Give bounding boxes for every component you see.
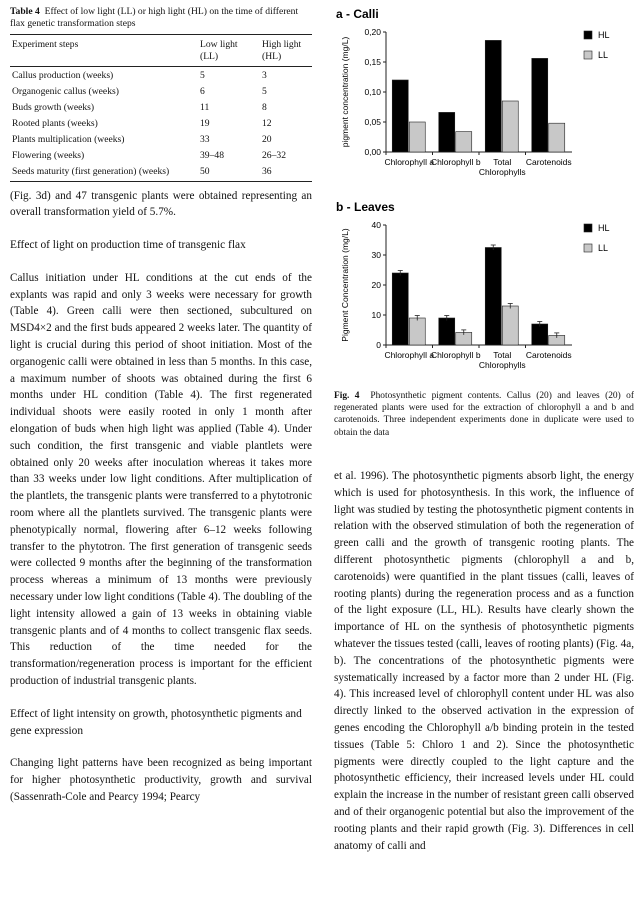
table-cell-step: Plants multiplication (weeks) [12,133,125,145]
bar-ll [409,122,425,152]
x-tick-label: Chlorophyll b [430,157,481,167]
bar-hl [439,112,455,152]
table-cell-ll: 19 [200,117,210,129]
bar-hl [392,273,408,345]
figure-caption-text: Photosynthetic pigment contents. Callus (20) and leaves (20) of regenerated plants were used for the extraction of chlorophyll a and b and carotenoids. Three independent experiments done in duplicate were used to obtain the data [334,391,634,438]
table-body [10,67,312,182]
table-4 [10,34,312,182]
y-tick-label: 20 [371,280,381,290]
table-cell-hl: 26–32 [262,149,286,161]
bar-hl [392,80,408,152]
section-heading: Effect of light on production time of transgenic flax [10,239,246,252]
table-cell-step: Rooted plants (weeks) [12,117,98,129]
paragraph: Callus initiation under HL conditions at the cut ends of the explants was rapid and only 3 weeks were necessary for growth (Table 4). Green calli were then sectioned, subcultured on MSD4×2 and the first buds appeared 2 weeks later. The quantity of light is crucial during this period of shoot initiation. Most of the organogenic calli were obtained in less than 5 months. In this case, a maximum number of shoots was obtained during the first 6 months under HL condition (Table 4). The first regenerated individual shoots were easily rooted in only 1 month after elongation of buds when high light was applied (Table 4). Under such condition, the first transgenic and viable plantlets were obtained only 20 weeks after inoculation whereas it takes more than 33 weeks under low light conditions. After multiplication of the plantlets, the transgenic plants were transferred to a phytotronic room where all the plantlets survived. The transgenic plants were phenotypically normal, flowering after 6–12 weeks following transfer to the phytotron. The first generation of transgenic seeds were collected 9 months after the beginning of the transformation process whereas a minimum of 13 months were previously necessary under low light conditions (Table 4). The doubling of the light intensity allowed a gain of 13 weeks in obtaining viable transgenic plants and of 4 months to collect transgenic flax seeds. This reduction of the time needed for the transformation/regeneration process is important for the efficient production of industrial transgenic plants. [10,271,312,688]
x-tick-label: Chlorophyll a [384,157,435,167]
table-caption-text: Effect of low light (LL) or high light (HL) on the time of different flax genetic transformation steps [10,6,299,29]
table-cell-hl: 20 [262,133,272,145]
x-tick-label: Total [493,157,512,167]
table-cell-step: Callus production (weeks) [12,69,114,81]
table-row [10,99,312,115]
table-header-low-light: Low light (LL) [198,35,260,67]
bar-hl [532,58,548,152]
paragraph: Changing light patterns have been recognized as being important for higher photosynthetic productivity, growth and survival (Sassenrath-Cole and Pearcy 1994; Pearcy [10,757,312,803]
table-cell-hl: 3 [262,69,267,81]
table-cell-ll: 6 [200,85,205,97]
legend-label-ll: LL [598,243,609,253]
legend-label-hl: HL [598,223,610,233]
y-tick-label: 0 [376,340,381,350]
x-tick-label: Chlorophyll b [430,350,481,360]
bar-hl [439,318,455,345]
y-axis-label: pigment concentration (mg/L) [340,36,350,148]
chart-title: b - Leaves [336,200,395,214]
bar-hl [532,324,548,345]
table-label: Table 4 [10,6,40,17]
bar-ll [456,132,472,152]
table-row [10,163,312,181]
table-cell-ll: 50 [198,163,260,181]
right-column-text [334,468,634,854]
table-cell-step: Organogenic callus (weeks) [12,85,119,97]
y-tick-label: 30 [371,250,381,260]
y-tick-label: 0,20 [364,27,381,37]
table-header-high-light: High light (HL) [260,35,312,67]
table-cell-hl: 12 [262,117,272,129]
x-tick-label: Carotenoids [525,350,572,360]
bar-hl [485,248,501,346]
legend-swatch-hl [584,31,592,39]
table-cell-ll: 5 [200,69,205,81]
figure-label: Fig. 4 [334,391,360,401]
table-cell-step: Buds growth (weeks) [12,101,95,113]
table-row [10,83,312,99]
x-tick-label: Chlorophyll a [384,350,435,360]
figure-4 [334,6,634,439]
table-row [10,131,312,147]
table-cell-hl: 5 [262,85,267,97]
x-tick-label: Chlorophylls [478,360,526,370]
section-heading: Effect of light intensity on growth, photosynthetic pigments and gene expression [10,707,302,737]
bar-ll [409,318,425,345]
y-axis-label: Pigment Concentration (mg/L) [340,228,350,342]
chart-leaves [334,199,634,379]
y-tick-label: 40 [371,220,381,230]
legend-label-hl: HL [598,30,610,40]
table-cell-hl: 8 [262,101,267,113]
chart-title: a - Calli [336,7,379,21]
paragraph: (Fig. 3d) and 47 transgenic plants were obtained representing an overall transformation yield of 5.7%. [10,189,312,219]
table-cell-step: Seeds maturity (first generation) (weeks) [10,163,198,181]
legend-swatch-hl [584,224,592,232]
bar-ll [502,101,518,152]
chart-calli [334,6,634,186]
table-row [10,115,312,131]
table-cell-ll: 11 [200,101,210,113]
bar-ll [549,123,565,152]
bar-hl [485,40,501,152]
figure-caption [334,390,634,439]
x-tick-label: Chlorophylls [478,167,526,177]
x-tick-label: Total [493,350,512,360]
table-header-steps: Experiment steps [10,35,198,67]
y-tick-label: 10 [371,310,381,320]
y-tick-label: 0,05 [364,117,381,127]
table-row [10,67,312,84]
paragraph: et al. 1996). The photosynthetic pigments absorb light, the energy which is used for photosynthesis. In this work, the influence of light was studied by testing the photosynthetic pigment contents in relation with the observed stimulation of both the regeneration of green calli and the growth of transgenic rooting plants. The different photosynthetic pigments (chlorophyll a and b, carotenoids) were quantified in the plant tissues (calli, leaves of rooting plants) during the regeneration process and as a function of the light exposure (LL, HL). Results have clearly shown the importance of HL on the synthesis of photosynthetic pigments whatever the tissues tested (calli, leaves of rooting plants) (Fig. 4a, b). The concentrations of the photosynthetic pigments were systematically increased by a factor more than 2 under HL (Fig. 4). This increased level of chlorophyll content under HL was also directly linked to the observed activation in the expression of genes encoding the Chlorophyll a/b binding protein in the tested tissues (Table 5: Chloro 1 and 2). Since the photosynthetic pigments were directly coupled to the light capture and the photosynthetic efficiency, their increased levels under HL could explain the increase in the number of resistant green calli observed and of their organogenic potential but also the improvement of the rooting plants and their rapid growth (Fig. 3). Differences in cell anatomy of calli and [334,470,634,852]
table-caption [10,6,312,30]
table-cell-hl: 36 [260,163,312,181]
y-tick-label: 0,00 [364,147,381,157]
y-tick-label: 0,10 [364,87,381,97]
legend-label-ll: LL [598,50,609,60]
legend-swatch-ll [584,51,592,59]
y-tick-label: 0,15 [364,57,381,67]
left-column [10,6,312,806]
table-cell-ll: 39–48 [200,149,224,161]
table-cell-ll: 33 [200,133,210,145]
table-row [10,147,312,163]
bar-ll [502,306,518,345]
legend-swatch-ll [584,244,592,252]
x-tick-label: Carotenoids [525,157,572,167]
table-cell-step: Flowering (weeks) [12,149,85,161]
